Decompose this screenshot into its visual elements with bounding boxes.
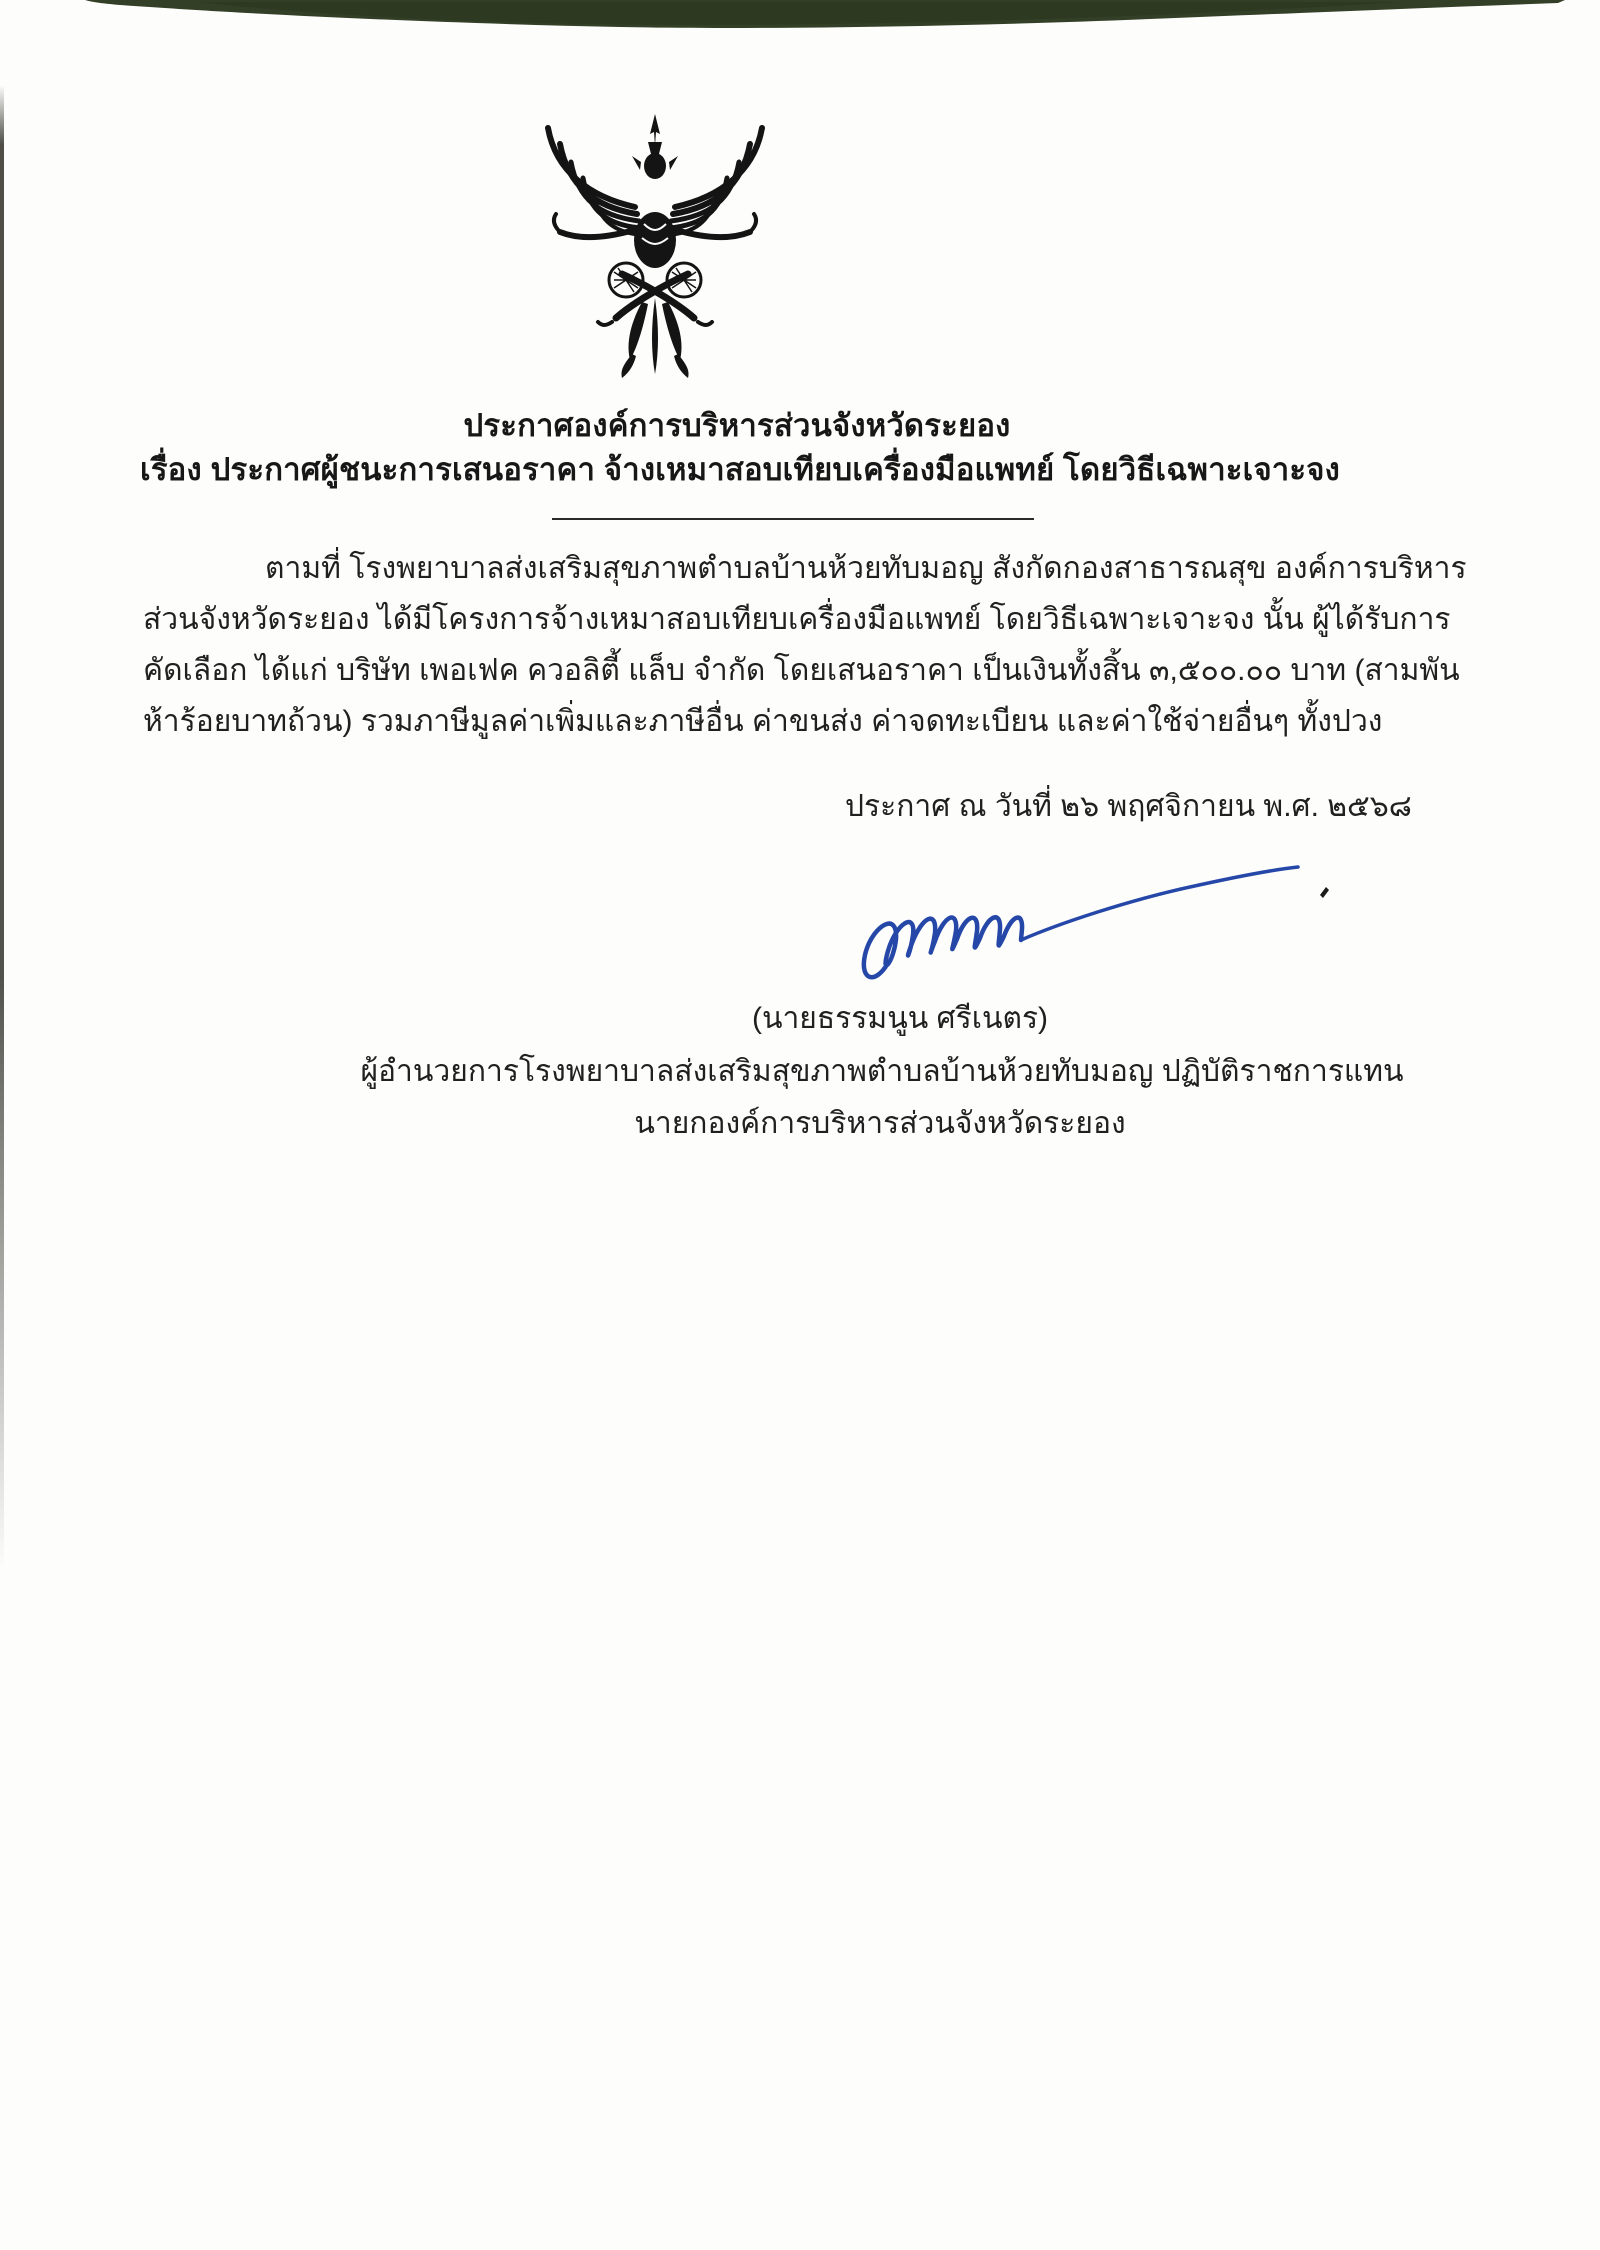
body-line: คัดเลือก ได้แก่ บริษัท เพอเฟค ควอลิตี้ แล็บ จำกัด โดยเสนอราคา เป็นเงินทั้งสิ้น ๓,๕๐๐.๐๐ บาท (สามพัน (143, 654, 1460, 687)
garuda-emblem-icon (520, 112, 790, 392)
signer-name: (นายธรรมนูน ศรีเนตร) (751, 1002, 1049, 1035)
body-line: ตามที่ โรงพยาบาลส่งเสริมสุขภาพตำบลบ้านห้วยทับมอญ สังกัดกองสาธารณสุข องค์การบริหาร (265, 552, 1467, 585)
body-line: ส่วนจังหวัดระยอง ได้มีโครงการจ้างเหมาสอบเทียบเครื่องมือแพทย์ โดยวิธีเฉพาะเจาะจง นั้น ผู้ได้รับการ (143, 603, 1451, 636)
scanner-edge-top (0, 0, 1600, 40)
signature-ink (850, 845, 1350, 1005)
document-subject-line: เรื่อง ประกาศผู้ชนะการเสนอราคา จ้างเหมาสอบเทียบเครื่องมือแพทย์ โดยวิธีเฉพาะเจาะจง (140, 452, 1340, 487)
signature-dot (1320, 887, 1329, 898)
announcement-date-line: ประกาศ ณ วันที่ ๒๖ พฤศจิกายน พ.ศ. ๒๕๖๘ (845, 790, 1412, 823)
signer-position-line-2: นายกองค์การบริหารส่วนจังหวัดระยอง (634, 1107, 1126, 1140)
document-title: ประกาศองค์การบริหารส่วนจังหวัดระยอง (463, 408, 1011, 443)
scanner-edge-left (0, 85, 4, 1570)
title-divider (552, 518, 1034, 520)
body-line: ห้าร้อยบาทถ้วน) รวมภาษีมูลค่าเพิ่มและภาษีอื่น ค่าขนส่ง ค่าจดทะเบียน และค่าใช้จ่ายอื่นๆ ทั้งปวง (143, 705, 1383, 738)
signer-position-line-1: ผู้อำนวยการโรงพยาบาลส่งเสริมสุขภาพตำบลบ้านห้วยทับมอญ ปฏิบัติราชการแทน (360, 1055, 1404, 1088)
